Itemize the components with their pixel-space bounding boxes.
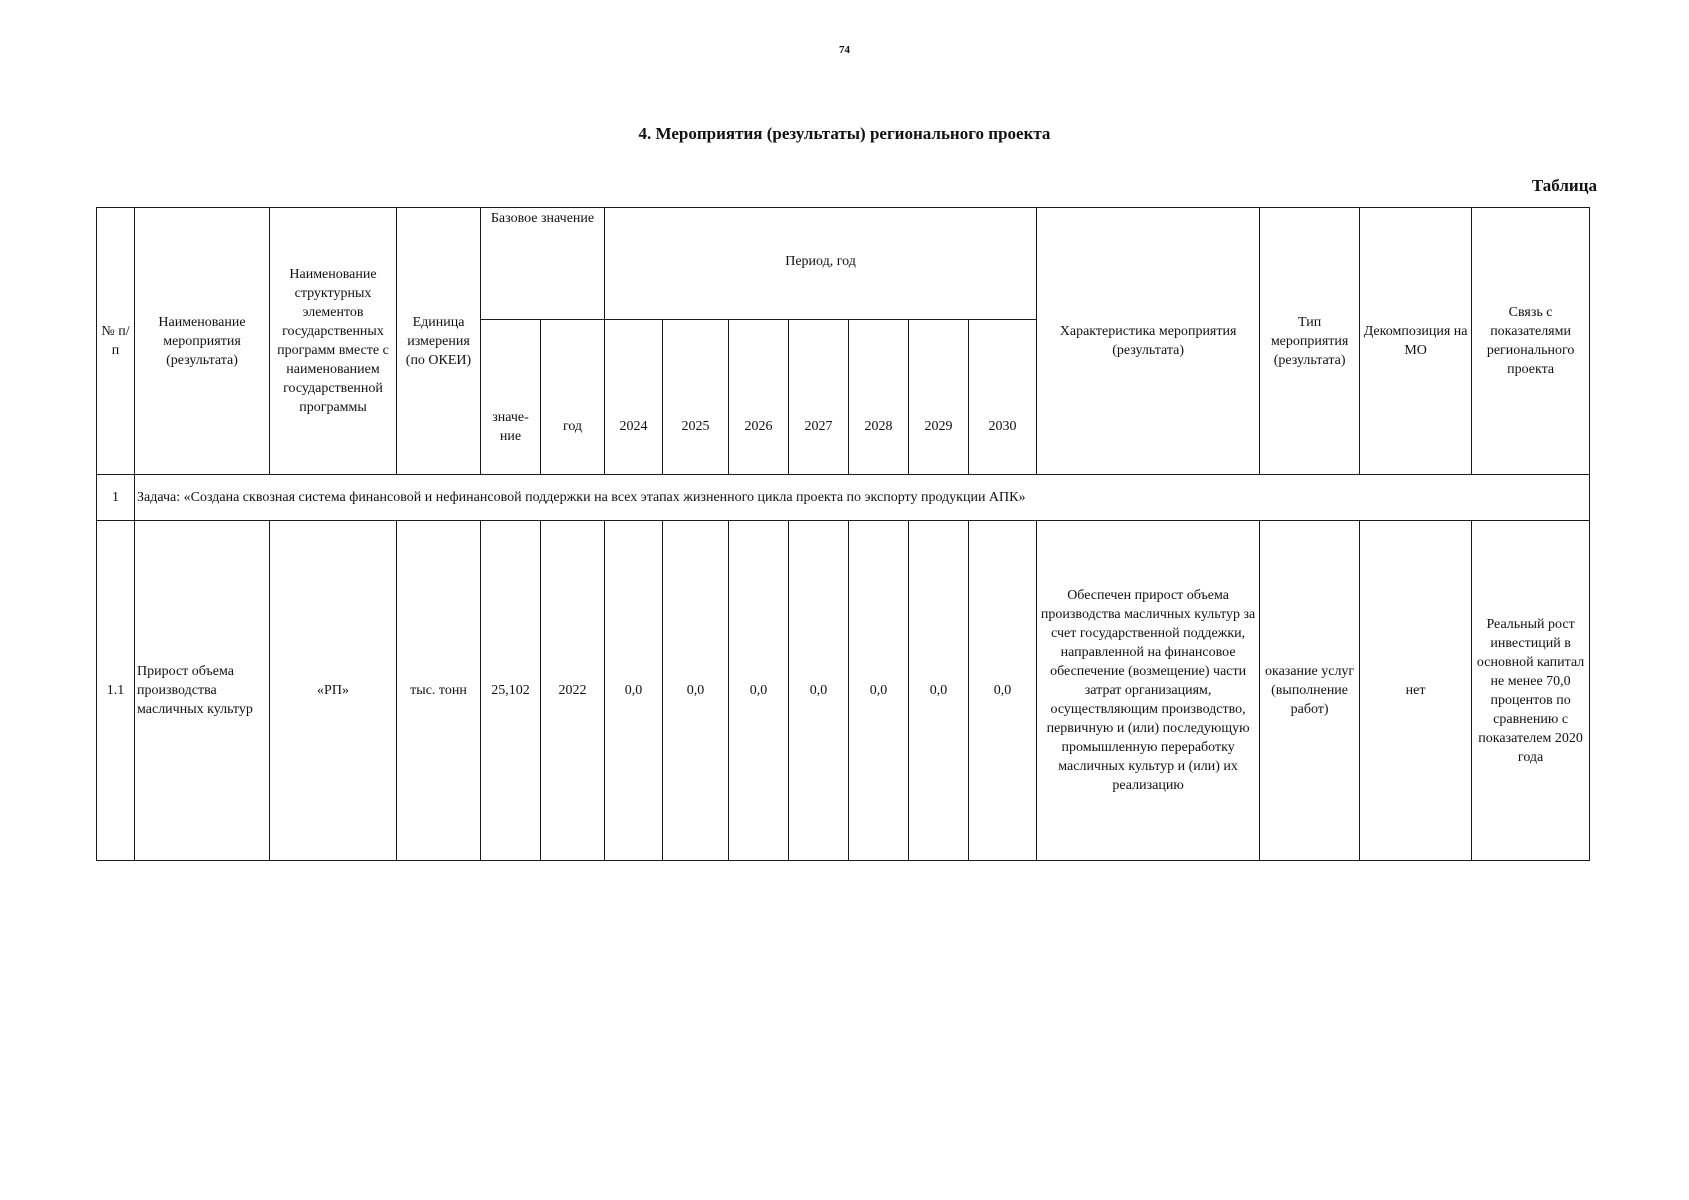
projects-table xyxy=(96,207,1590,861)
row-type: оказание услуг (выполнение работ) xyxy=(1260,521,1360,861)
task-num: 1 xyxy=(97,475,135,521)
row-unit: тыс. тонн xyxy=(397,521,481,861)
row-decomposition: нет xyxy=(1360,521,1472,861)
header-link: Связь с показателями регионального проекта xyxy=(1472,208,1590,475)
row-base-year: 2022 xyxy=(541,521,605,861)
header-structural: Наименование структурных элементов государственных программ вместе с наименованием государственной программы xyxy=(270,208,397,475)
task-text: Задача: «Создана сквозная система финансовой и нефинансовой поддержки на всех этапах жизненного цикла проекта по экспорту продукции АПК» xyxy=(135,475,1590,521)
header-type: Тип мероприятия (результата) xyxy=(1260,208,1360,475)
row-value-2024: 0,0 xyxy=(605,521,663,861)
header-year-2028: 2028 xyxy=(849,320,909,475)
header-base-year: год xyxy=(541,320,605,475)
row-link: Реальный рост инвестиций в основной капитал не менее 70,0 процентов по сравнению с показателем 2020 года xyxy=(1472,521,1590,861)
page-number: 74 xyxy=(839,44,850,56)
header-num: № п/п xyxy=(97,208,135,475)
header-year-2025: 2025 xyxy=(663,320,729,475)
header-base: Базовое значение xyxy=(481,208,605,320)
header-row-1 xyxy=(97,208,1590,320)
table-row xyxy=(97,521,1590,861)
header-year-2029: 2029 xyxy=(909,320,969,475)
header-base-value: значе-ние xyxy=(481,320,541,475)
row-value-2025: 0,0 xyxy=(663,521,729,861)
row-num: 1.1 xyxy=(97,521,135,861)
header-name: Наименование мероприятия (результата) xyxy=(135,208,270,475)
row-value-2030: 0,0 xyxy=(969,521,1037,861)
header-year-2027: 2027 xyxy=(789,320,849,475)
row-name: Прирост объема производства масличных культур xyxy=(135,521,270,861)
header-decomposition: Декомпозиция на МО xyxy=(1360,208,1472,475)
header-year-2030: 2030 xyxy=(969,320,1037,475)
task-row xyxy=(97,475,1590,521)
row-base-value: 25,102 xyxy=(481,521,541,861)
table-label: Таблица xyxy=(1531,176,1597,195)
row-characteristic: Обеспечен прирост объема производства масличных культур за счет государственной поддежки, направленной на финансовое обеспечение (возмещение) части затрат организациям, осуществляющим производство, первичную и (или) последующую промышленную переработку масличных культур и (или) их реализацию xyxy=(1037,521,1260,861)
header-unit: Единица измерения (по ОКЕИ) xyxy=(397,208,481,475)
header-year-2026: 2026 xyxy=(729,320,789,475)
header-year-2024: 2024 xyxy=(605,320,663,475)
header-period: Период, год xyxy=(605,208,1037,320)
row-value-2029: 0,0 xyxy=(909,521,969,861)
row-value-2028: 0,0 xyxy=(849,521,909,861)
row-structural: «РП» xyxy=(270,521,397,861)
section-title: 4. Мероприятия (результаты) регионального проекта xyxy=(638,124,1051,143)
row-value-2027: 0,0 xyxy=(789,521,849,861)
row-value-2026: 0,0 xyxy=(729,521,789,861)
header-characteristic: Характеристика мероприятия (результата) xyxy=(1037,208,1260,475)
